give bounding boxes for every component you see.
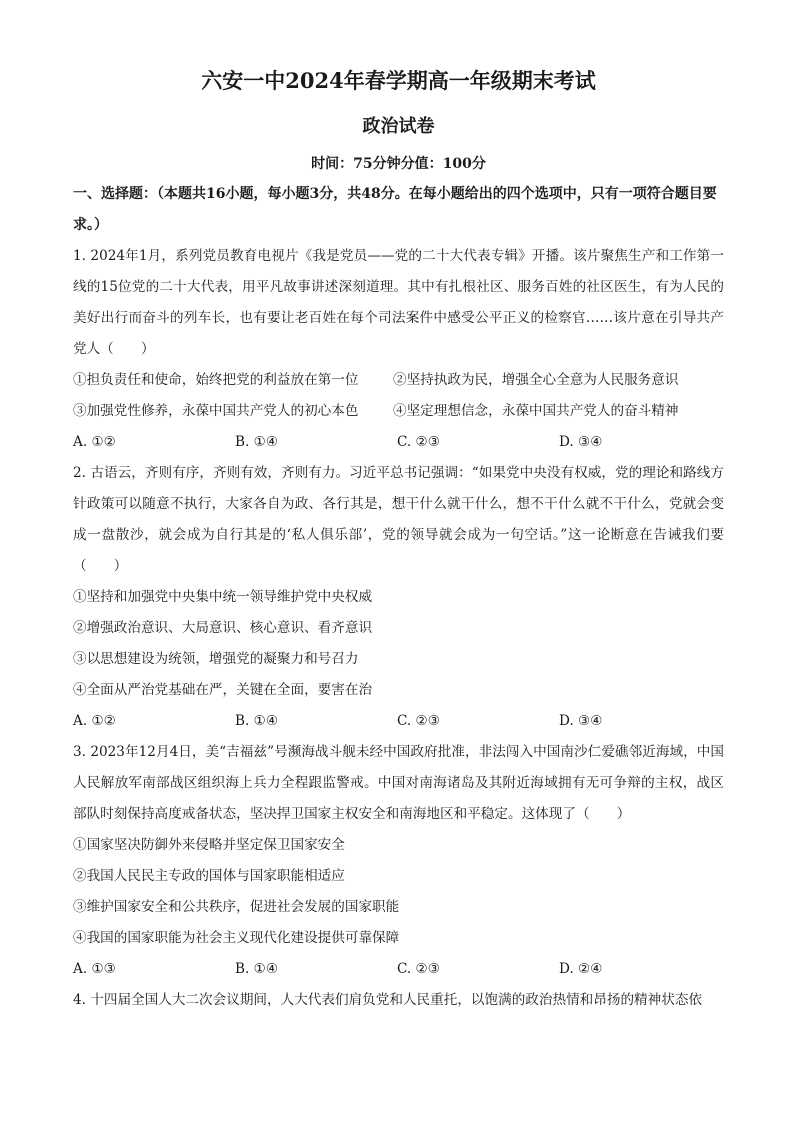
question-stem: 4. 十四届全国人大二次会议期间，人大代表们肩负党和人民重托，以饱满的政治热情和昂扬的精神状态依 bbox=[73, 992, 703, 1008]
question-stem: 2. 古语云，齐则有序，齐则有效，齐则有力。习近平总书记强调：“如果党中央没有权威，党的理论和路线方针政策可以随意不执行，大家各自为政、各行其是，想干什么就干什么，想不干什么就不干什么，党就会变成一盘散沙，就会成为自行其是的‘私人俱乐部’，党的领导就会成为一句空话。”这一论断意在告诫我们要（ ） bbox=[73, 465, 724, 574]
answer-choices bbox=[73, 954, 724, 985]
answer-choices bbox=[73, 706, 724, 737]
option-item: ④我国的国家职能为社会主义现代化建设提供可靠保障 bbox=[73, 930, 400, 946]
exam-subtitle: 政治试卷 bbox=[362, 116, 435, 137]
choice-a[interactable]: A. ①② bbox=[73, 434, 116, 450]
choice-b[interactable]: B. ①④ bbox=[235, 961, 279, 977]
option-item: ②我国人民民主专政的国体与国家职能相适应 bbox=[73, 868, 345, 884]
choice-c[interactable]: C. ②③ bbox=[397, 434, 440, 450]
choice-a[interactable]: A. ①③ bbox=[73, 961, 116, 977]
choice-d[interactable]: D. ③④ bbox=[559, 713, 603, 729]
option-item: ②增强政治意识、大局意识、核心意识、看齐意识 bbox=[73, 620, 373, 636]
choice-b[interactable]: B. ①④ bbox=[235, 434, 279, 450]
section-heading: 一、选择题：（本题共16小题，每小题3分，共48分。在每小题给出的四个选项中，只有一项符合题目要求。） bbox=[73, 186, 717, 233]
exam-meta: 时间：75分钟分值：100分 bbox=[311, 156, 486, 172]
option-row bbox=[73, 365, 724, 396]
option-item: ①坚持和加强党中央集中统一领导维护党中央权威 bbox=[73, 589, 373, 605]
answer-choices bbox=[73, 427, 724, 458]
option-item: ④坚定理想信念，永葆中国共产党人的奋斗精神 bbox=[393, 403, 679, 419]
option-item: ①担负责任和使命，始终把党的利益放在第一位 bbox=[73, 372, 359, 388]
question-stem: 3. 2023年12月4日，美“吉福兹”号濒海战斗舰未经中国政府批准，非法闯入中国南沙仁爱礁邻近海域，中国人民解放军南部战区组织海上兵力全程跟监警戒。中国对南海诸岛及其附近海域拥有无可争辩的主权，战区部队时刻保持高度戒备状态，坚决捍卫国家主权安全和南海地区和平稳定。这体现了（ ） bbox=[73, 744, 724, 822]
exam-title: 六安一中2024年春学期高一年级期末考试 bbox=[201, 68, 596, 93]
option-item: ③加强党性修养，永葆中国共产党人的初心本色 bbox=[73, 403, 359, 419]
question-stem: 1. 2024年1月，系列党员教育电视片《我是党员——党的二十大代表专辑》开播。该片聚焦生产和工作第一线的15位党的二十大代表，用平凡故事讲述深刻道理。其中有扎根社区、服务百姓的社区医生，有为人民的美好出行而奋斗的列车长，也有要让老百姓在每个司法案件中感受公平正义的检察官……该片意在引导共产党人（ ） bbox=[73, 248, 724, 357]
choice-c[interactable]: C. ②③ bbox=[397, 713, 440, 729]
choice-b[interactable]: B. ①④ bbox=[235, 713, 279, 729]
choice-d[interactable]: D. ②④ bbox=[559, 961, 603, 977]
option-item: ②坚持执政为民，增强全心全意为人民服务意识 bbox=[393, 372, 679, 388]
option-row bbox=[73, 396, 724, 427]
option-item: ①国家坚决防御外来侵略并坚定保卫国家安全 bbox=[73, 837, 345, 853]
choice-a[interactable]: A. ①② bbox=[73, 713, 116, 729]
choice-c[interactable]: C. ②③ bbox=[397, 961, 440, 977]
option-item: ④全面从严治党基础在严，关键在全面，要害在治 bbox=[73, 682, 373, 698]
option-item: ③以思想建设为统领，增强党的凝聚力和号召力 bbox=[73, 651, 359, 667]
option-item: ③维护国家安全和公共秩序，促进社会发展的国家职能 bbox=[73, 899, 400, 915]
choice-d[interactable]: D. ③④ bbox=[559, 434, 603, 450]
